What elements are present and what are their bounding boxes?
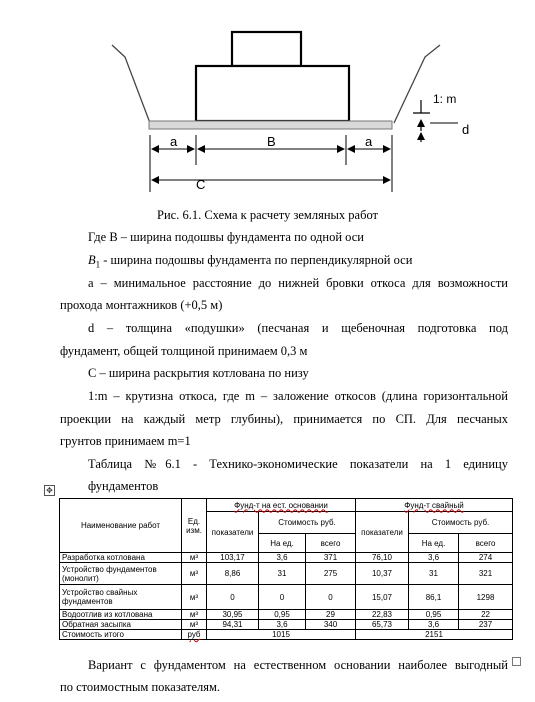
row-value: 8,86: [207, 563, 259, 585]
b1-symbol: B: [88, 253, 96, 267]
paragraph-slope-line3: грунтов принимаем m=1: [60, 434, 191, 448]
total-unit: руб: [182, 630, 207, 640]
row-value: 340: [306, 620, 356, 630]
row-name: Водоотлив из котлована: [60, 610, 182, 620]
row-name: Разработка котлована: [60, 553, 182, 563]
row-value: 0,95: [259, 610, 306, 620]
header-indicators-2: показатели: [356, 512, 409, 553]
table-row: [60, 563, 513, 585]
row-name: Устройство свайных фундаментов: [60, 585, 182, 610]
row-value: 237: [459, 620, 513, 630]
row-value: 10,37: [356, 563, 409, 585]
row-value: 22: [459, 610, 513, 620]
label-a-left: a: [170, 134, 178, 149]
paragraph-slope-line1: 1:m – крутизна откоса, где m – заложение откосов (длина горизонтальной: [88, 389, 508, 403]
row-value: 65,73: [356, 620, 409, 630]
header-cost-2: Стоимость руб.: [409, 512, 513, 534]
pit-right-slope: [394, 45, 440, 123]
table-title-line2: фундаментов: [88, 479, 159, 493]
header-per-unit-1: На ед.: [259, 534, 306, 553]
pit-left-slope: [112, 45, 150, 123]
conclusion-line1: Вариант с фундаментом на естественном основании наиболее выгодный: [88, 658, 508, 672]
table-row: [60, 620, 513, 630]
header-work-name: Наименование работ: [60, 499, 182, 553]
header-pile-foundation: Фунд-т свайный: [356, 499, 513, 512]
foundation-base-block: [196, 66, 349, 121]
row-name: Обратная засыпка: [60, 620, 182, 630]
figure-caption: Рис. 6.1. Схема к расчету земляных работ: [157, 208, 378, 222]
economic-indicators-table: [59, 498, 513, 640]
foundation-column-block: [232, 32, 301, 66]
row-value: 31: [259, 563, 306, 585]
row-value: 0: [207, 585, 259, 610]
total-pile: 2151: [356, 630, 513, 640]
row-value: 86,1: [409, 585, 459, 610]
row-value: 3,6: [409, 620, 459, 630]
header-cost-1: Стоимость руб.: [259, 512, 356, 534]
row-unit: м³: [182, 620, 207, 630]
row-value: 15,07: [356, 585, 409, 610]
row-unit: м³: [182, 610, 207, 620]
b1-text: - ширина подошвы фундамента по перпендикулярной оси: [100, 253, 413, 267]
earthworks-scheme-figure: [0, 0, 535, 205]
row-value: 30,95: [207, 610, 259, 620]
table-total-row: [60, 630, 513, 640]
row-unit: м³: [182, 553, 207, 563]
cushion-layer: [149, 121, 392, 129]
row-value: 1298: [459, 585, 513, 610]
row-value: 3,6: [259, 553, 306, 563]
row-value: 274: [459, 553, 513, 563]
row-value: 22,83: [356, 610, 409, 620]
row-value: 29: [306, 610, 356, 620]
paragraph-end-mark-icon: [512, 657, 521, 666]
paragraph-b-definition: Где В – ширина подошвы фундамента по одной оси: [88, 230, 364, 244]
row-value: 275: [306, 563, 356, 585]
paragraph-c-definition: С – ширина раскрытия котлована по низу: [88, 366, 309, 380]
row-value: 103,17: [207, 553, 259, 563]
paragraph-a-definition-line1: a – минимальное расстояние до нижней бровки откоса для возможности: [88, 276, 508, 290]
label-d: d: [462, 122, 470, 137]
b1-subscript: 1: [95, 259, 101, 270]
header-unit: Ед. изм.: [182, 499, 207, 553]
row-name: Устройство фундаментов (монолит): [60, 563, 182, 585]
label-b: B: [267, 134, 276, 149]
table-row: [60, 610, 513, 620]
header-total-2: всего: [459, 534, 513, 553]
row-value: 76,10: [356, 553, 409, 563]
header-natural-foundation: Фунд-т на ест. основании: [207, 499, 356, 512]
paragraph-slope-line2: проекции на каждый метр глубины), принимается по СП. Для песчаных: [60, 412, 508, 426]
table-move-handle-icon[interactable]: ✥: [44, 485, 55, 496]
row-value: 321: [459, 563, 513, 585]
total-natural: 1015: [207, 630, 356, 640]
row-value: 0: [306, 585, 356, 610]
paragraph-a-definition-line2: прохода монтажников (+0,5 м): [60, 298, 223, 312]
label-c: C: [196, 177, 206, 192]
row-unit: м³: [182, 585, 207, 610]
total-name: Стоимость итого: [60, 630, 182, 640]
header-per-unit-2: На ед.: [409, 534, 459, 553]
label-slope: 1: m: [433, 92, 457, 106]
table-title-line1: Таблица №6.1 - Технико-экономические показатели на 1 единицу: [88, 457, 508, 471]
paragraph-d-definition-line2: фундамент, общей толщиной принимаем 0,3 м: [60, 344, 308, 358]
row-unit: м³: [182, 563, 207, 585]
row-value: 371: [306, 553, 356, 563]
row-value: 94,31: [207, 620, 259, 630]
conclusion-line2: по стоимостным показателям.: [60, 680, 221, 694]
header-total-1: всего: [306, 534, 356, 553]
row-value: 0: [259, 585, 306, 610]
paragraph-d-definition-line1: d – толщина «подушки» (песчаная и щебеночная подготовка под: [88, 321, 508, 335]
header-indicators-1: показатели: [207, 512, 259, 553]
label-a-right: a: [365, 134, 373, 149]
table-row: [60, 585, 513, 610]
row-value: 3,6: [259, 620, 306, 630]
row-value: 31: [409, 563, 459, 585]
table-row: [60, 553, 513, 563]
row-value: 0,95: [409, 610, 459, 620]
row-value: 3,6: [409, 553, 459, 563]
